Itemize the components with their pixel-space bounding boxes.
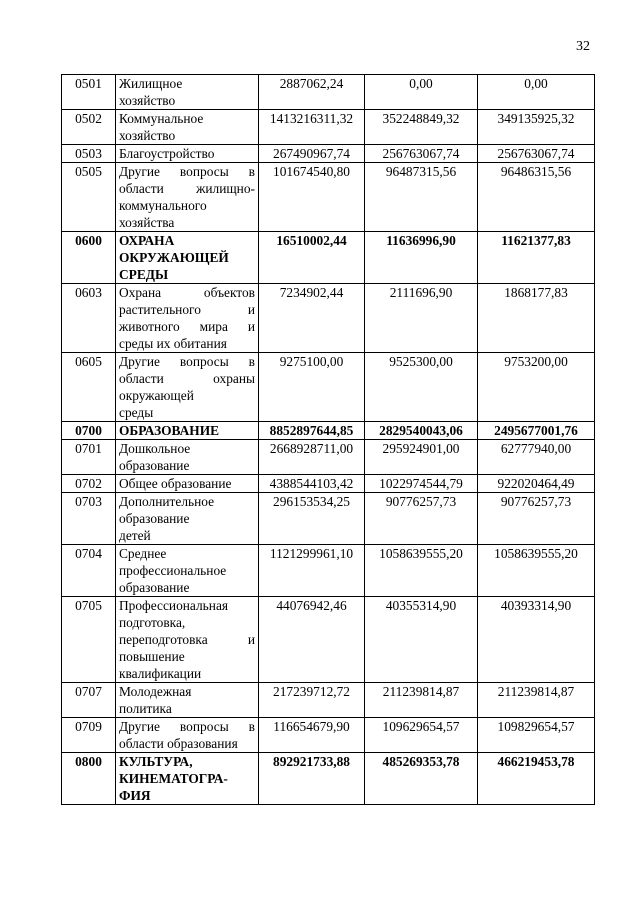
table-row (62, 597, 595, 683)
amount-cell-2: 109629654,57 (365, 718, 478, 753)
table-row (62, 493, 595, 545)
amount-cell-2: 211239814,87 (365, 683, 478, 718)
section-name-line: Охрана объектов (119, 285, 255, 300)
budget-table-body (62, 75, 595, 805)
amount-cell-3: 256763067,74 (478, 145, 595, 163)
section-name-line: области жилищно- (119, 181, 255, 196)
amount-cell-1: 217239712,72 (259, 683, 365, 718)
section-name-line: Благоустройство (119, 146, 215, 161)
section-code: 0603 (62, 284, 116, 353)
section-name-line: хозяйства (119, 215, 175, 230)
amount-cell-2: 485269353,78 (365, 753, 478, 805)
amount-cell-2: 90776257,73 (365, 493, 478, 545)
section-name-line: Другие вопросы в (119, 164, 255, 179)
section-name (116, 718, 259, 753)
amount-cell-2: 295924901,00 (365, 440, 478, 475)
section-name (116, 545, 259, 597)
section-code: 0704 (62, 545, 116, 597)
amount-cell-2: 256763067,74 (365, 145, 478, 163)
amount-cell-2: 9525300,00 (365, 353, 478, 422)
amount-cell-2: 0,00 (365, 75, 478, 110)
amount-cell-3: 349135925,32 (478, 110, 595, 145)
section-code: 0707 (62, 683, 116, 718)
section-code: 0502 (62, 110, 116, 145)
section-name (116, 422, 259, 440)
budget-table (61, 74, 595, 805)
section-name-line: Другие вопросы в (119, 719, 255, 734)
section-name-line: образование (119, 580, 190, 595)
section-name-line: хозяйство (119, 93, 176, 108)
amount-cell-3: 11621377,83 (478, 232, 595, 284)
table-row (62, 75, 595, 110)
section-code: 0501 (62, 75, 116, 110)
amount-cell-3: 0,00 (478, 75, 595, 110)
section-name-line: хозяйство (119, 128, 176, 143)
section-name (116, 683, 259, 718)
section-name-line: Общее образование (119, 476, 232, 491)
page-number: 32 (576, 39, 590, 54)
amount-cell-2: 1058639555,20 (365, 545, 478, 597)
section-name-line: КИНЕМАТОГРА- (119, 771, 228, 786)
amount-cell-3: 109829654,57 (478, 718, 595, 753)
section-name (116, 493, 259, 545)
section-name-line: Молодежная (119, 684, 192, 699)
section-name (116, 440, 259, 475)
section-name-line: детей (119, 528, 151, 543)
table-row (62, 718, 595, 753)
amount-cell-2: 352248849,32 (365, 110, 478, 145)
table-row (62, 422, 595, 440)
table-row (62, 145, 595, 163)
amount-cell-2: 1022974544,79 (365, 475, 478, 493)
section-code: 0505 (62, 163, 116, 232)
section-name-line: образование (119, 458, 190, 473)
section-name-line: повышение (119, 649, 185, 664)
section-name-line: животного мира и (119, 319, 255, 334)
amount-cell-1: 2668928711,00 (259, 440, 365, 475)
section-name-line: КУЛЬТУРА, (119, 754, 193, 769)
section-name (116, 75, 259, 110)
section-name (116, 753, 259, 805)
section-name-line: Дошкольное (119, 441, 191, 456)
section-name-line: области образования (119, 736, 238, 751)
section-name-line: среды (119, 405, 154, 420)
section-name (116, 163, 259, 232)
table-row (62, 475, 595, 493)
amount-cell-1: 44076942,46 (259, 597, 365, 683)
section-name-line: окружающей (119, 388, 194, 403)
amount-cell-1: 16510002,44 (259, 232, 365, 284)
amount-cell-3: 62777940,00 (478, 440, 595, 475)
section-code: 0701 (62, 440, 116, 475)
section-name-line: ОКРУЖАЮЩЕЙ (119, 250, 229, 265)
section-name-line: области охраны (119, 371, 255, 386)
amount-cell-3: 2495677001,76 (478, 422, 595, 440)
amount-cell-3: 9753200,00 (478, 353, 595, 422)
table-row (62, 284, 595, 353)
section-name-line: Коммунальное (119, 111, 204, 126)
table-row (62, 163, 595, 232)
table-row (62, 683, 595, 718)
amount-cell-2: 2829540043,06 (365, 422, 478, 440)
section-code: 0702 (62, 475, 116, 493)
section-name-line: ФИЯ (119, 788, 151, 803)
amount-cell-1: 9275100,00 (259, 353, 365, 422)
section-code: 0800 (62, 753, 116, 805)
section-name-line: СРЕДЫ (119, 267, 169, 282)
section-name-line: квалификации (119, 666, 202, 681)
table-row (62, 110, 595, 145)
amount-cell-3: 40393314,90 (478, 597, 595, 683)
table-row (62, 545, 595, 597)
amount-cell-1: 892921733,88 (259, 753, 365, 805)
amount-cell-3: 96486315,56 (478, 163, 595, 232)
section-name (116, 110, 259, 145)
amount-cell-1: 4388544103,42 (259, 475, 365, 493)
amount-cell-1: 267490967,74 (259, 145, 365, 163)
section-code: 0709 (62, 718, 116, 753)
section-code: 0705 (62, 597, 116, 683)
section-code: 0600 (62, 232, 116, 284)
amount-cell-2: 96487315,56 (365, 163, 478, 232)
section-code: 0503 (62, 145, 116, 163)
section-name-line: среды их обитания (119, 336, 227, 351)
amount-cell-2: 2111696,90 (365, 284, 478, 353)
section-code: 0605 (62, 353, 116, 422)
section-name-line: политика (119, 701, 172, 716)
table-row (62, 440, 595, 475)
section-name-line: коммунального (119, 198, 207, 213)
section-name-line: растительного и (119, 302, 255, 317)
amount-cell-3: 1058639555,20 (478, 545, 595, 597)
table-row (62, 353, 595, 422)
amount-cell-3: 466219453,78 (478, 753, 595, 805)
section-name (116, 353, 259, 422)
section-name-line: Среднее (119, 546, 167, 561)
section-name-line: профессиональное (119, 563, 227, 578)
amount-cell-1: 8852897644,85 (259, 422, 365, 440)
section-name-line: переподготовка и (119, 632, 255, 647)
section-name-line: Профессиональная (119, 598, 229, 613)
section-name-line: образование (119, 511, 190, 526)
amount-cell-2: 40355314,90 (365, 597, 478, 683)
amount-cell-1: 296153534,25 (259, 493, 365, 545)
section-name (116, 145, 259, 163)
amount-cell-1: 1413216311,32 (259, 110, 365, 145)
section-name (116, 475, 259, 493)
section-name-line: ОХРАНА (119, 233, 175, 248)
table-row (62, 232, 595, 284)
section-name-line: Дополнительное (119, 494, 215, 509)
section-name-line: Жилищное (119, 76, 183, 91)
amount-cell-1: 116654679,90 (259, 718, 365, 753)
amount-cell-3: 211239814,87 (478, 683, 595, 718)
section-name (116, 597, 259, 683)
section-name (116, 232, 259, 284)
table-row (62, 753, 595, 805)
amount-cell-1: 2887062,24 (259, 75, 365, 110)
amount-cell-3: 90776257,73 (478, 493, 595, 545)
section-code: 0703 (62, 493, 116, 545)
section-name-line: подготовка, (119, 615, 186, 630)
amount-cell-2: 11636996,90 (365, 232, 478, 284)
amount-cell-1: 101674540,80 (259, 163, 365, 232)
amount-cell-3: 1868177,83 (478, 284, 595, 353)
amount-cell-1: 7234902,44 (259, 284, 365, 353)
section-name-line: ОБРАЗОВАНИЕ (119, 423, 220, 438)
section-code: 0700 (62, 422, 116, 440)
amount-cell-1: 1121299961,10 (259, 545, 365, 597)
section-name-line: Другие вопросы в (119, 354, 255, 369)
section-name (116, 284, 259, 353)
amount-cell-3: 922020464,49 (478, 475, 595, 493)
